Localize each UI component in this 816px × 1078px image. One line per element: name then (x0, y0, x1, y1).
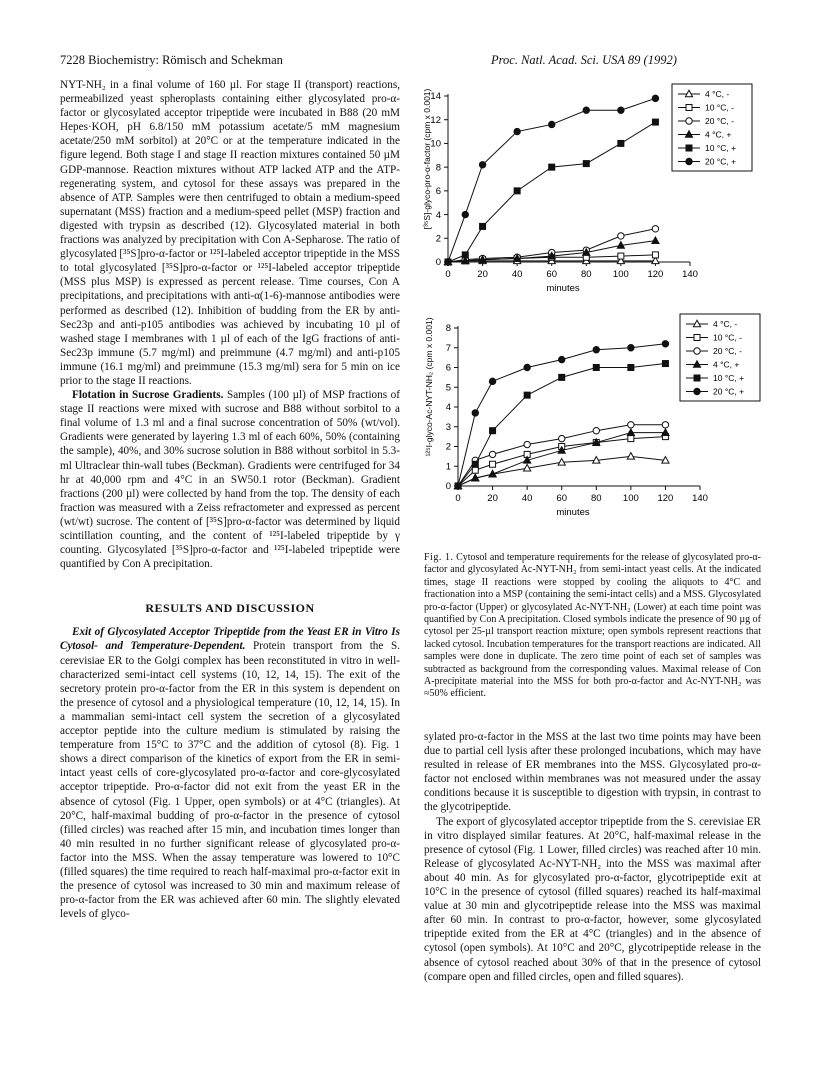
data-point (628, 365, 634, 371)
data-point (524, 441, 530, 447)
data-point (662, 341, 668, 347)
data-point (462, 211, 468, 217)
data-point (514, 128, 520, 134)
series-5 (455, 341, 669, 490)
legend-label: 10 °C, + (705, 143, 737, 154)
x-tick-label: 40 (511, 269, 523, 280)
flotation-runin-heading: Flotation in Sucrose Gradients. (72, 389, 224, 402)
x-tick-label: 0 (445, 269, 451, 280)
data-point (627, 429, 634, 436)
y-tick-label: 3 (445, 421, 451, 433)
y-tick-label: 7 (445, 342, 451, 354)
data-point (618, 253, 624, 259)
data-point (662, 429, 669, 436)
y-tick-label: 2 (445, 441, 451, 453)
figure-1-upper-chart (418, 78, 763, 300)
data-point (559, 374, 565, 380)
x-tick-label: 100 (612, 269, 629, 280)
data-point (549, 164, 555, 170)
y-axis-title: ¹²⁵I-glyco-Ac-NYT-NH₂ (cpm x 0.001) (424, 317, 434, 457)
data-point (549, 121, 555, 127)
y-tick-label: 4 (435, 209, 441, 221)
data-point (618, 107, 624, 113)
legend-marker (686, 118, 692, 124)
data-point (445, 259, 451, 265)
y-tick-label: 8 (435, 162, 441, 174)
legend-label: 10 °C, - (713, 332, 742, 343)
legend-label: 4 °C, + (705, 129, 732, 140)
data-point (652, 226, 658, 232)
x-axis-title: minutes (556, 507, 590, 518)
legend-label: 10 °C, - (705, 102, 734, 113)
series-4 (445, 119, 658, 265)
data-point (479, 162, 485, 168)
data-point (524, 392, 530, 398)
y-tick-label: 2 (435, 233, 441, 245)
x-tick-label: 100 (622, 493, 639, 504)
legend (672, 84, 752, 171)
data-point (593, 347, 599, 353)
x-tick-label: 140 (692, 493, 708, 504)
results-text: Protein transport from the S. cerevisiae ER to the Golgi complex has been reconstituted in vitro in well-characterized semi-intact cell systems (10, 12, 14, 15). The exit of the secretory protein pro-α-factor from the ER in this system is dependent on the presence of cytosol and a physiological temperature (10, 12, 14, 15). In a mammalian semi-intact cell system the secretion of a glycosylated acceptor peptide into the culture medium is stimulated by raising the temperature from 15°C to 37°C and the addition of cytosol (8). Fig. 1 shows a direct comparison of the kinetics of export from the ER in semi-intact yeast cells of core-glycosylated pro-α-factor and core-glycosylated acceptor tripeptide. Pro-α-factor did not exit from the yeast ER in the absence of cytosol (Fig. 1 Upper, open symbols) or at 4°C (triangles). At 20°C, half-maximal budding of pro-α-factor in the presence of cytosol (filled circles) was reached after 15 min, and incubation times longer than 40 min resulted in no further significant release of glycosylated pro-α-factor into the MSS. When the assay temperature was lowered to 10°C (filled squares) the time required to reach half-maximal pro-α-factor exit in the presence of cytosol was increased to 30 min and maximum release of pro-α-factor from the ER was achieved after 60 min. The slightly elevated levels of glyco- (60, 640, 400, 921)
legend-marker (694, 335, 700, 341)
data-point (472, 461, 478, 467)
running-header-right: Proc. Natl. Acad. Sci. USA 89 (1992) (491, 53, 677, 67)
left-column (60, 78, 400, 921)
series-0 (454, 453, 669, 489)
data-point (662, 422, 668, 428)
y-tick-label: 14 (430, 91, 441, 103)
x-tick-label: 60 (546, 269, 558, 280)
legend-label: 4 °C, - (713, 319, 738, 330)
data-point (472, 467, 478, 473)
data-point (652, 252, 658, 258)
data-point (455, 483, 461, 489)
x-tick-label: 60 (556, 493, 568, 504)
flotation-text: Samples (100 µl) of MSP fractions of stage II reactions were mixed with sucrose and B88 without sorbitol to a final volume of 1.3 ml and a final sucrose concentration of 50% (wt/vol). Gradients were generated by layering 1.3 ml of each 60%, 50% (containing the sample), 40%, and 30% sucrose solution in B88 without sorbitol in 5.3-ml Ultraclear thin-wall tubes (Beckman). Gradients were centrifuged for 34 hr at 40,000 rpm and 4°C in an SW50.1 rotor (Beckman). Gradient fractions (200 µl) were collected by hand from the top. The density of each fraction was measured with a Zeiss refractometer and expressed as percent (wt/wt) sucrose. The content of [³⁵S]pro-α-factor was determined by liquid scintillation counting, and the content of ¹²⁵I-labeled tripeptide by γ counting. Glycosylated [³⁵S]pro-α-factor and ¹²⁵I-labeled tripeptide were quantified by Con A precipitation. (60, 389, 401, 571)
caption-text: Cytosol and temperature requirements for the release of glycosylated pro-α-factor and glycosylated Ac-NYT-NH₂ from semi-intact yeast cells. At the indicated times, stage II reactions were stopped by cooling the aliquots to 4°C and fractionation into a MSP (containing the semi-intact cells) and a MSS. Glycosylated pro-α-factor (Upper) or glycosylated Ac-NYT-NH₂ (Lower) at each time point was quantified by Con A precipitation. Closed symbols indicate the presence of 90 µg of cytosol per 25-µl transport reaction mixture; open symbols represent reactions that lacked cytosol. Incubation temperatures for the transport reactions are indicated. All samples were done in duplicate. The zero time point of each set of samples was subtracted as background from the corresponding values. Maximal release of Con A-precipitate material into the MSS for both pro-α-factor and Ac-NYT-NH₂ was ≈50% efficient. (424, 552, 761, 700)
y-tick-label: 6 (435, 186, 441, 198)
x-tick-label: 120 (657, 493, 674, 504)
continuation-paragraph: sylated pro-α-factor in the MSS at the last two time points may have been due to partial cell lysis after these prolonged incubations, which may have resulted in release of ER membranes into the MSS. Glycosylated pro-α-factor not enclosed within membranes was not measured under the assay conditions because it is susceptible to digestion with trypsin, in contrast to the glycotripeptide. (424, 731, 761, 814)
data-point (462, 252, 468, 258)
results-paragraph (60, 625, 400, 921)
data-point (652, 237, 659, 244)
section-title: RESULTS AND DISCUSSION (145, 601, 315, 616)
data-point (652, 119, 658, 125)
data-point (628, 422, 634, 428)
data-point (593, 365, 599, 371)
figure-1-lower-chart (418, 312, 763, 524)
results-runin-heading: Exit of Glycosylated Acceptor Tripeptide from the Yeast ER in Vitro Is Cytosol- and Temperature-Dependent. (60, 626, 400, 653)
y-tick-label: 6 (445, 362, 451, 374)
flotation-paragraph (60, 388, 400, 571)
data-point (583, 161, 589, 167)
data-point (490, 461, 496, 467)
legend-label: 20 °C, - (705, 116, 734, 127)
methods-paragraph: NYT-NH₂ in a final volume of 160 µl. For stage II (transport) reactions, permeabilized yeast spheroplasts containing either glycosylated pro-α-factor or glycosylated acceptor tripeptide were incubated in B88 (20 mM Hepes·KOH, pH 6.8/150 mM potassium acetate/5 mM magnesium acetate/250 mM sorbitol) at 20°C or at the temperature indicated in the figure legend. Both stage I and stage II reaction mixtures contained 50 µM GDP-mannose. Reaction mixtures without ATP lacked ATP and the ATP-regenerating system, and cytosol for these assays was prepared in the absence of ATP. Samples were then centrifuged to obtain a medium-speed supernatant (MSS) fraction and a medium-speed pellet (MSP) fraction and digested with trypsin as described (12). Glycosylated material in both fractions was analyzed by precipitation with Con A-Sepharose. The ratio of glycosylated [³⁵S]pro-α-factor or ¹²⁵I-labeled acceptor tripeptide in the MSS to total glycosylated [³⁵S]pro-α-factor or ¹²⁵I-labeled acceptor tripeptide (MSS plus MSP) is expressed as percent release. Time courses, Con A precipitations, and precipitations with anti-α(1-6)-mannose antibodies were performed as described (12). Inhibition of budding from the ER by anti-Sec23p and anti-p105 antibodies was achieved by incubating 10 µl of washed stage I membranes with 1 µl of each of the IgG fractions of anti-Sec23p immune (5.7 mg/ml) and preimmune (4.7 mg/ml) and anti-p105 immune (16.1 mg/ml) and preimmune (15.3 mg/ml) sera for 5 min on ice prior to the stage II reactions. (60, 79, 400, 387)
data-point (472, 410, 478, 416)
x-tick-label: 80 (590, 493, 602, 504)
legend-marker (686, 105, 692, 111)
data-point (559, 356, 565, 362)
figure-label: Fig. 1. (424, 552, 454, 563)
x-tick-label: 20 (487, 493, 498, 504)
data-point (652, 95, 658, 101)
data-point (490, 428, 496, 434)
right-column (424, 730, 761, 984)
data-point (489, 451, 495, 457)
legend-label: 20 °C, + (713, 386, 745, 397)
y-tick-label: 8 (445, 323, 451, 335)
legend-label: 20 °C, - (713, 346, 742, 357)
y-tick-label: 1 (445, 461, 451, 473)
legend-marker (694, 348, 700, 354)
data-point (524, 364, 530, 370)
data-point (627, 453, 634, 460)
y-tick-label: 0 (435, 257, 441, 269)
x-tick-label: 20 (477, 269, 488, 280)
legend-label: 4 °C, - (705, 89, 730, 100)
x-tick-label: 140 (682, 269, 698, 280)
x-tick-label: 80 (580, 269, 592, 280)
data-point (628, 345, 634, 351)
legend-label: 10 °C, + (713, 373, 745, 384)
legend-marker (694, 388, 700, 394)
x-tick-label: 40 (521, 493, 533, 504)
data-point (559, 435, 565, 441)
legend-marker (694, 375, 700, 381)
data-point (662, 361, 668, 367)
legend-marker (686, 145, 692, 151)
running-header-left: 7228 Biochemistry: Römisch and Schekman (60, 53, 283, 67)
y-tick-label: 5 (445, 382, 451, 394)
x-tick-label: 120 (647, 269, 664, 280)
x-tick-label: 0 (455, 493, 461, 504)
y-tick-label: 0 (445, 481, 451, 493)
y-axis-title: [³⁵S]-glyco-pro-α-factor (cpm x 0.001) (422, 88, 432, 230)
y-tick-label: 12 (430, 114, 441, 126)
y-tick-label: 10 (430, 138, 441, 150)
data-point (583, 107, 589, 113)
figure-caption (424, 552, 761, 701)
data-point (618, 233, 624, 239)
legend-label: 4 °C, + (713, 359, 740, 370)
tripeptide-paragraph: The export of glycosylated acceptor tripeptide from the S. cerevisiae ER in vitro displayed similar features. At 20°C, half-maximal release in the presence of cytosol (Fig. 1 Lower, filled circles) was reached after 10 min. Release of glycosylated Ac-NYT-NH₂ into the MSS was maximal after about 40 min. As for glycosylated pro-α-factor, glycotripeptide exit at 10°C in the presence of cytosol (filled squares) reached its half-maximal value at 30 min and glycotripeptide release into the MSS was maximal after 60 min. In contrast to pro-α-factor, however, some glycosylated tripeptide exited from the ER at 4°C (triangles) and in the absence of cytosol (open symbols). At 10°C and 20°C, glycotripeptide release in the absence of cytosol reached about 30% of that in the presence of cytosol (compare open and filled circles, open and filled squares). (424, 815, 761, 983)
legend (680, 314, 760, 401)
data-point (593, 428, 599, 434)
data-point (480, 223, 486, 229)
series-2 (455, 422, 669, 490)
data-point (618, 140, 624, 146)
x-axis-title: minutes (546, 283, 580, 294)
series-5 (445, 95, 659, 265)
y-tick-label: 4 (445, 402, 451, 414)
data-point (489, 378, 495, 384)
legend-marker (686, 158, 692, 164)
data-point (514, 188, 520, 194)
legend-label: 20 °C, + (705, 156, 737, 167)
data-point (628, 436, 634, 442)
